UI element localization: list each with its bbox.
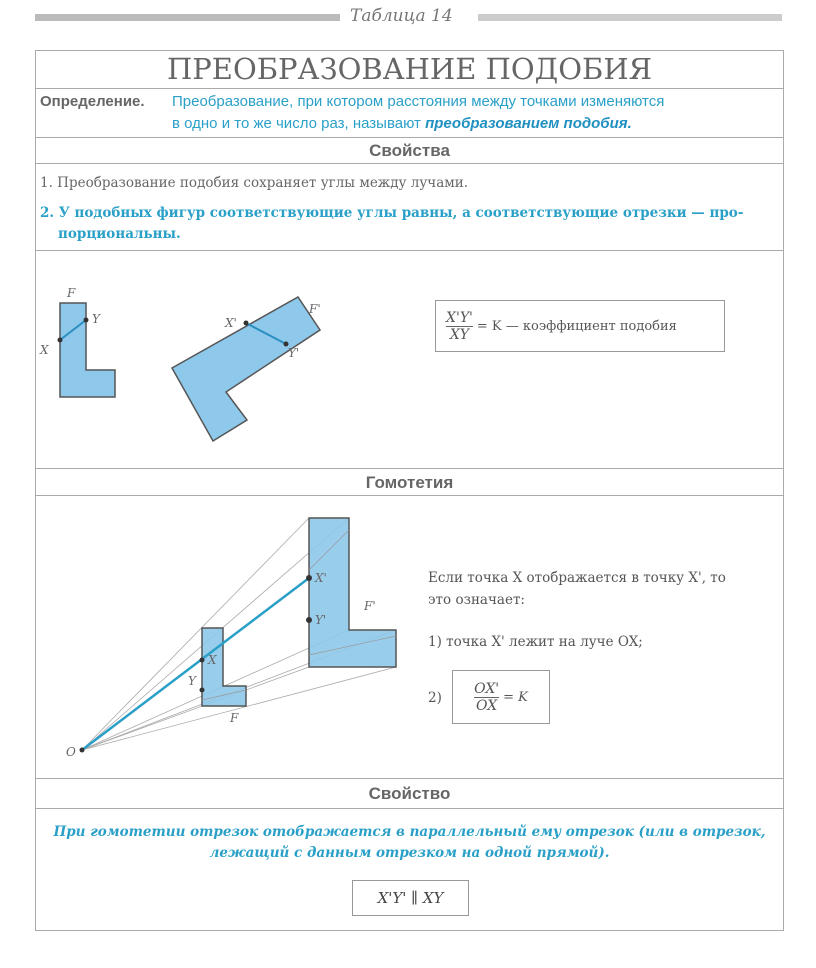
homothety-text-line1: Если точка X отображается в точку X', то: [428, 570, 726, 586]
property-line2: лежащий с данным отрезком на одной прямой).: [209, 845, 610, 861]
label-Y-prime: Y': [288, 346, 300, 360]
label-O: O: [66, 745, 76, 759]
label-Y: Y: [92, 312, 100, 326]
homothety-text-line2: это означает:: [428, 592, 525, 608]
property-heading: Свойство: [368, 784, 451, 803]
label-hF-prime: F': [364, 599, 376, 613]
formula-denominator: OX: [476, 697, 498, 714]
formula-numerator: X'Y': [446, 309, 473, 326]
property-item-1: 1. Преобразование подобия сохраняет углы между лучами.: [40, 175, 469, 191]
property-item-2-line1: 2. У подобных фигур соответствующие углы равны, а соответствующие отрезки — про-: [40, 205, 744, 221]
formula-numerator: OX': [474, 680, 500, 697]
similarity-formula-box: [435, 300, 725, 352]
definition-term: преобразованием подобия.: [425, 115, 632, 132]
ray-OX: [82, 578, 309, 750]
label-X-prime: X': [225, 316, 237, 330]
label-hF: F: [230, 711, 239, 725]
properties-heading: Свойства: [369, 141, 450, 160]
property-item-2-line2: порциональны.: [58, 226, 181, 242]
label-F: F: [67, 286, 76, 300]
parallel-formula-box: X'Y' ∥ XY: [352, 880, 469, 916]
homothety-point1: 1) точка X' лежит на луче OX;: [428, 634, 643, 650]
formula-text: = K — коэффициент подобия: [476, 318, 677, 334]
definition-label: Определение.: [40, 93, 145, 110]
formula-denominator: XY: [449, 326, 470, 343]
label-F-prime: F': [309, 302, 321, 316]
homothety-figure-F-prime: [309, 518, 396, 667]
definition-line2-text: в одно и то же число раз, называют: [172, 115, 421, 132]
figure-F: [60, 303, 115, 397]
homothety-figure-F: [202, 628, 246, 706]
property-line1: При гомотетии отрезок отображается в параллельный ему отрезок (или в отрезок,: [53, 824, 766, 840]
label-hX: X: [208, 653, 217, 667]
label-hY-prime: Y': [315, 613, 327, 627]
definition-line1: Преобразование, при котором расстояния между точками изменяются: [172, 93, 665, 110]
label-X: X: [40, 343, 49, 357]
label-hX-prime: X': [315, 571, 327, 585]
figure-F-prime: [172, 297, 320, 441]
page-title: ПРЕОБРАЗОВАНИЕ ПОДОБИЯ: [166, 52, 653, 86]
homothety-point2-label: 2): [428, 690, 442, 706]
homothety-heading: Гомотетия: [365, 473, 454, 492]
formula-text: = K: [503, 689, 528, 705]
label-hY: Y: [188, 674, 196, 688]
table-label: Таблица 14: [350, 6, 453, 26]
homothety-formula-box: [452, 670, 550, 724]
